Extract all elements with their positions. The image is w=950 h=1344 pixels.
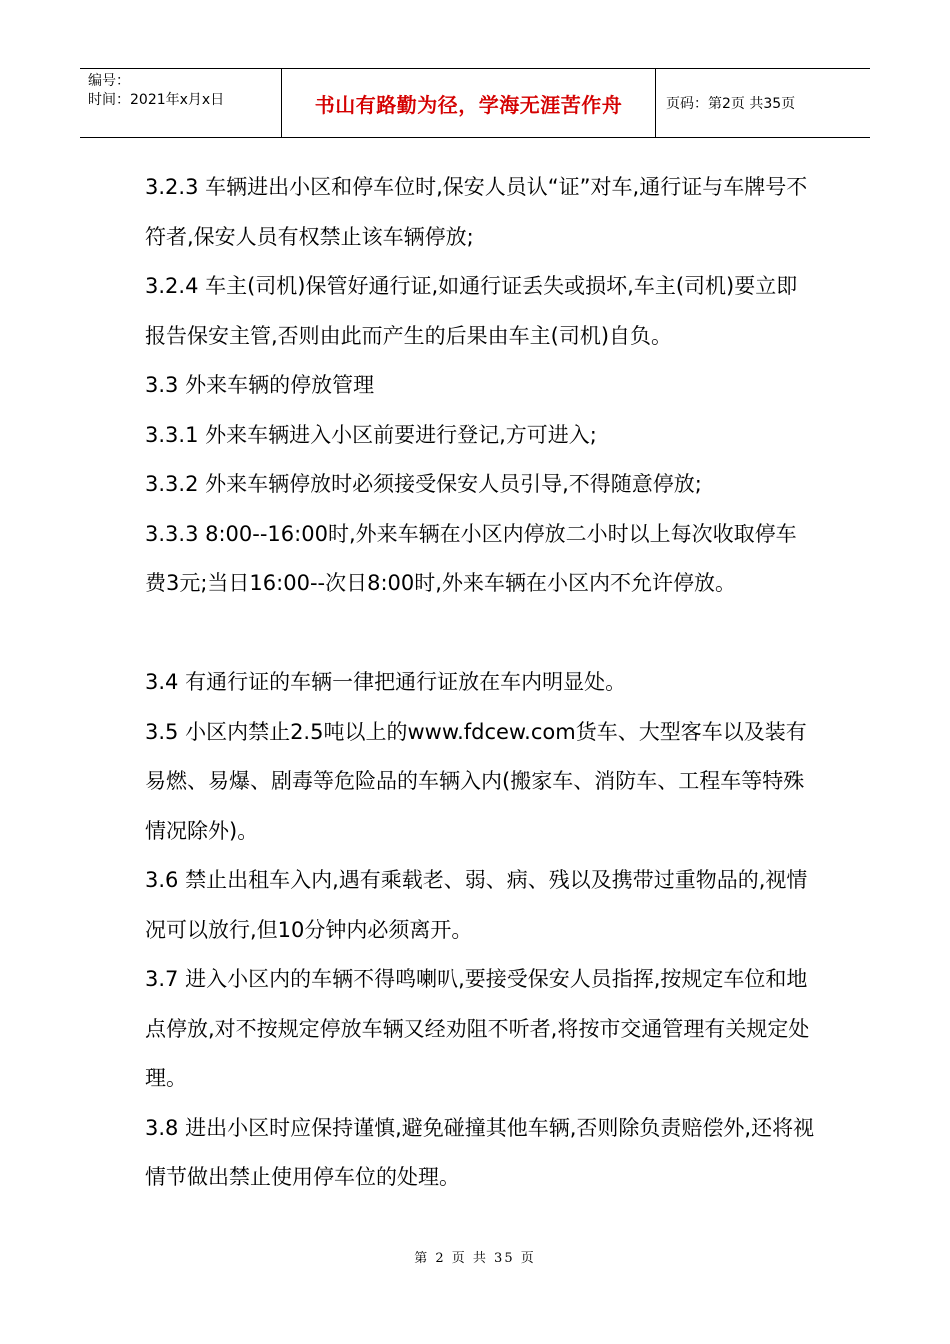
paragraph-3-3-3: 3.3.3 8:00--16:00时,外来车辆在小区内停放二小时以上每次收取停车费3元;当日16:00--次日8:00时,外来车辆在小区内不允许停放。 [145, 521, 797, 595]
header-page-info: 页码：第2页 共35页 [666, 96, 796, 112]
page-header [80, 68, 870, 138]
document-time-label: 时间：2021年x月x日 [88, 92, 225, 108]
paragraph-3-4: 3.4 有通行证的车辆一律把通行证放在车内明显处。 [145, 670, 627, 694]
document-body [145, 163, 815, 1203]
paragraph-3-5: 3.5 小区内禁止2.5吨以上的www.fdcew.com货车、大型客车以及装有易燃、易爆、剧毒等危险品的车辆入内(搬家车、消防车、工程车等特殊情况除外)。 [145, 719, 807, 843]
header-page-cell [656, 69, 870, 137]
page-footer: 第 2 页 共 35 页 [414, 1251, 536, 1266]
paragraph-3-6: 3.6 禁止出租车入内,遇有乘载老、弱、病、残以及携带过重物品的,视情况可以放行,但10分钟内必须离开。 [145, 868, 808, 942]
section-heading-3-3: 3.3 外来车辆的停放管理 [145, 373, 375, 397]
header-meta-cell [80, 69, 282, 137]
paragraph-3-3-2: 3.3.2 外来车辆停放时必须接受保安人员引导,不得随意停放; [145, 472, 702, 496]
paragraph-3-8: 3.8 进出小区时应保持谨慎,避免碰撞其他车辆,否则除负责赔偿外,还将视情节做出禁止使用停车位的处理。 [145, 1115, 815, 1189]
paragraph-3-2-4: 3.2.4 车主(司机)保管好通行证,如通行证丢失或损坏,车主(司机)要立即报告保安主管,否则由此而产生的后果由车主(司机)自负。 [145, 274, 798, 348]
blank-line [145, 609, 815, 659]
document-number-label: 编号： [88, 73, 130, 89]
paragraph-3-2-3: 3.2.3 车辆进出小区和停车位时,保安人员认“证”对车,通行证与车牌号不符者,保安人员有权禁止该车辆停放; [145, 175, 808, 249]
header-motto: 书山有路勤为径，学海无涯苦作舟 [314, 92, 623, 117]
header-motto-cell [282, 69, 656, 137]
paragraph-3-7: 3.7 进入小区内的车辆不得鸣喇叭,要接受保安人员指挥,按规定车位和地点停放,对不按规定停放车辆又经劝阻不听者,将按市交通管理有关规定处理。 [145, 967, 810, 1090]
paragraph-3-3-1: 3.3.1 外来车辆进入小区前要进行登记,方可进入; [145, 422, 597, 447]
